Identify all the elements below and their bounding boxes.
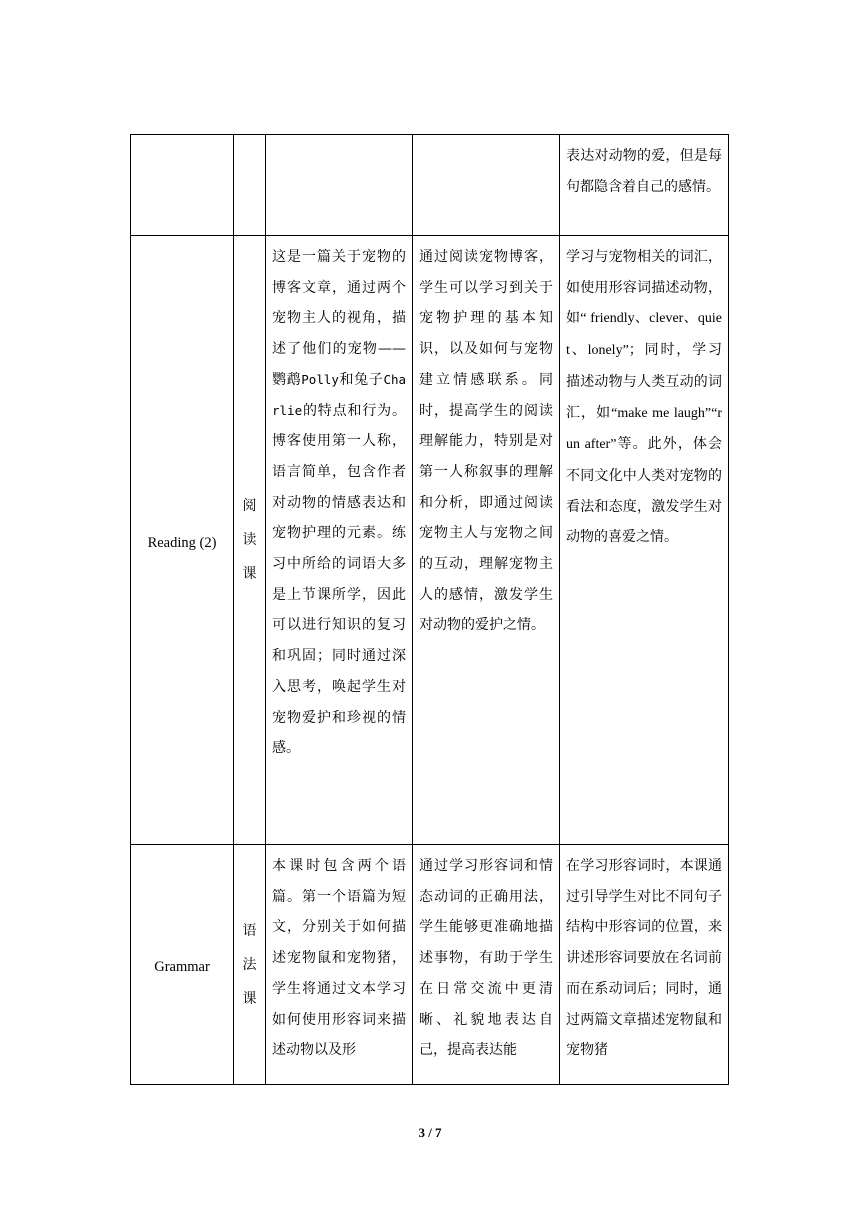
focus-phrases: “make me laugh”“run after” bbox=[566, 405, 723, 453]
focus-cell: 在学习形容词时，本课通过引导学生对比不同句子结构中形容词的位置，来讲述形容词要放在名词前而在系动词后；同时，通过两篇文章描述宠物鼠和宠物猪 bbox=[560, 845, 729, 1085]
focus-cell: 表达对动物的爱，但是每句都隐含着自己的感情。 bbox=[560, 135, 729, 236]
content-text: 的特点和行为。博客使用第一人称，语言简单，包含作者对动物的情感表达和宠物护理的元素。练习中所给的词语大多是上节课所学，因此可以进行知识的复习和巩固；同时通过深入思考，唤起学生对宠物爱护和珍视的情感。 bbox=[272, 402, 406, 757]
table-row bbox=[131, 236, 729, 845]
focus-text: 等。此外，体会不同文化中人类对宠物的看法和态度，激发学生对动物的喜爱之情。 bbox=[566, 436, 722, 546]
pet-name-parrot: Polly bbox=[301, 371, 339, 387]
focus-cell bbox=[560, 236, 729, 845]
content-text: 和兔子 bbox=[338, 371, 384, 388]
lesson-type-char: 课 bbox=[242, 990, 257, 1007]
goal-cell: 通过阅读宠物博客，学生可以学习到关于宠物护理的基本知识，以及如何与宠物建立情感联系。同时，提高学生的阅读理解能力，特别是对第一人称叙事的理解和分析，即通过阅读宠物主人与宠物之间的互动，理解宠物主人的感情，激发学生对动物的爱护之情。 bbox=[413, 236, 560, 845]
table-row bbox=[131, 845, 729, 1085]
lesson-name-cell bbox=[131, 135, 234, 236]
table-row bbox=[131, 135, 729, 236]
lesson-type-char: 法 bbox=[242, 956, 257, 973]
focus-text: ；同时，学习描述动物与人类互动的词汇，如 bbox=[566, 342, 722, 421]
lesson-type-cell bbox=[234, 135, 266, 236]
pet-name-rabbit: Charlie bbox=[272, 371, 407, 418]
lesson-type-cell bbox=[234, 236, 266, 845]
content-text: 这是一篇关于宠物的博客文章，通过两个宠物主人的视角，描述了他们的宠物——鹦鹉 bbox=[272, 249, 406, 388]
lesson-type-char: 课 bbox=[242, 566, 257, 582]
lesson-type-cell bbox=[234, 845, 266, 1085]
lesson-type-char: 语 bbox=[242, 922, 257, 939]
lesson-name-cell: Grammar bbox=[131, 845, 234, 1085]
content-cell: 本课时包含两个语篇。第一个语篇为短文，分别关于如何描述宠物鼠和宠物猪，学生将通过文本学习如何使用形容词来描述动物以及形 bbox=[266, 845, 413, 1085]
goal-cell bbox=[413, 135, 560, 236]
lesson-name-cell: Reading (2) bbox=[131, 236, 234, 845]
focus-adjectives: “ friendly、clever、quiet、lonely” bbox=[566, 311, 723, 359]
content-cell bbox=[266, 236, 413, 845]
focus-text: 学习与宠物相关的词汇，如使用形容词描述动物，如 bbox=[566, 249, 722, 327]
lesson-plan-table bbox=[130, 134, 729, 1085]
lesson-type-char: 阅 bbox=[242, 498, 257, 514]
goal-cell: 通过学习形容词和情态动词的正确用法，学生能够更准确地描述事物，有助于学生在日常交流中更清晰、礼貌地表达自己，提高表达能 bbox=[413, 845, 560, 1085]
page-number: 3 / 7 bbox=[418, 1125, 442, 1140]
lesson-type-char: 读 bbox=[242, 532, 257, 548]
content-cell bbox=[266, 135, 413, 236]
